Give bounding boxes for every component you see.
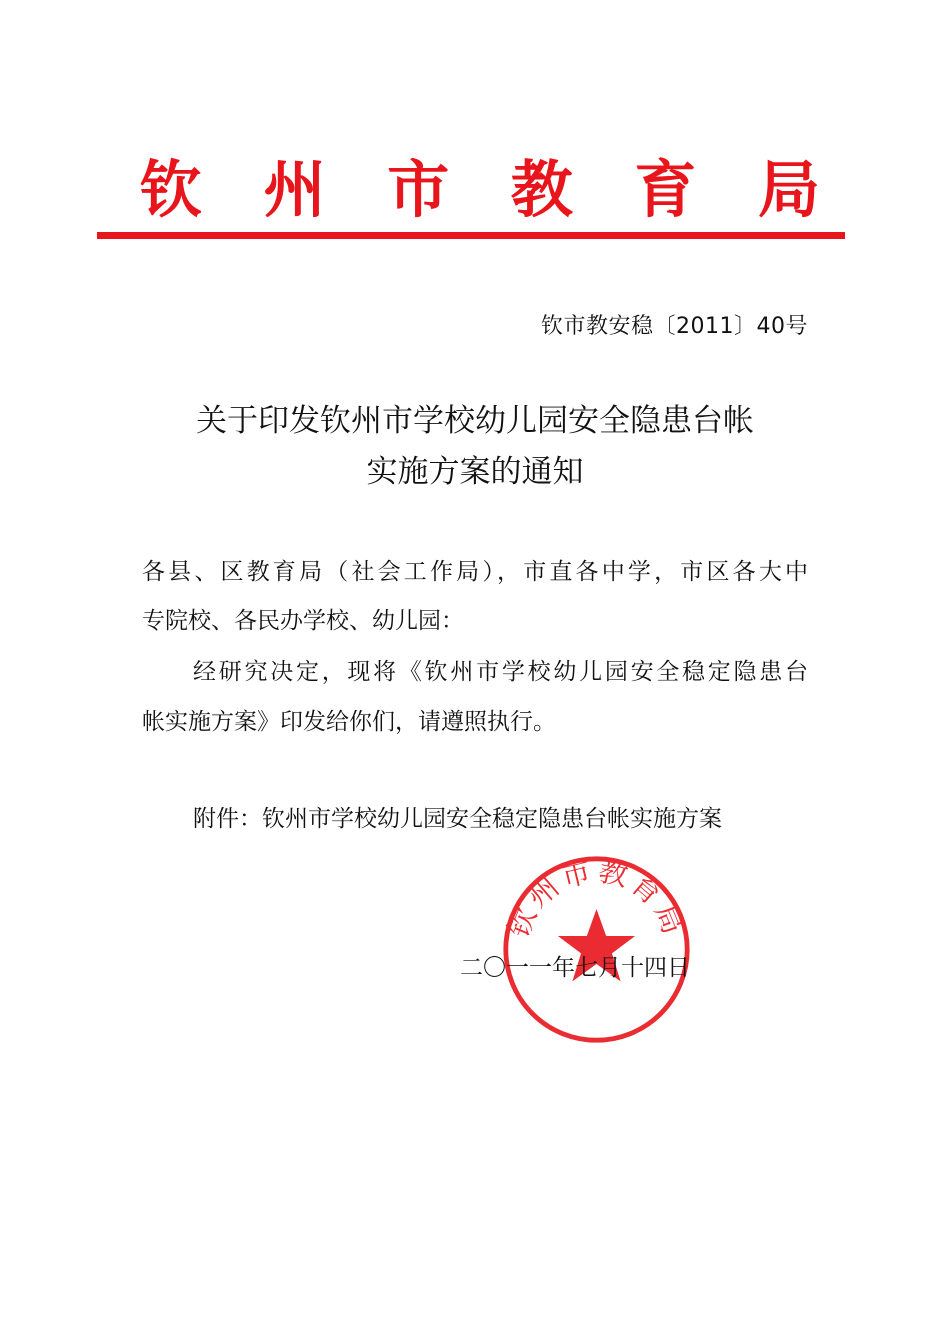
header-char: 钦 xyxy=(140,153,203,226)
document-number: 钦市教安稳〔2011〕40号 xyxy=(541,314,808,339)
recipients-line-1: 各县、区教育局（社会工作局），市直各中学，市区各大中 xyxy=(142,559,808,585)
recipients-line-2: 专院校、各民办学校、幼儿园： xyxy=(142,608,464,634)
body-paragraph-line-1: 经研究决定，现将《钦州市学校幼儿园安全稳定隐患台 xyxy=(193,659,808,685)
official-seal-stamp xyxy=(500,853,693,1046)
header-red-rule xyxy=(97,232,845,239)
body-paragraph-line-2: 帐实施方案》印发给你们，请遵照执行。 xyxy=(142,709,556,735)
document-title-line-1: 关于印发钦州市学校幼儿园安全隐患台帐 xyxy=(196,403,754,439)
header-char: 教 xyxy=(510,153,573,226)
issue-date: 二〇一一年七月十四日 xyxy=(460,955,690,981)
header-char: 市 xyxy=(387,153,450,226)
header-char: 州 xyxy=(263,153,326,226)
attachment-line: 附件：钦州市学校幼儿园安全稳定隐患台帐实施方案 xyxy=(193,806,722,832)
issuing-authority-header xyxy=(140,150,820,230)
header-char: 局 xyxy=(757,153,820,226)
document-title-line-2: 实施方案的通知 xyxy=(366,454,584,490)
header-char: 育 xyxy=(634,153,697,226)
seal-text: 钦州市教育局 xyxy=(501,853,692,943)
